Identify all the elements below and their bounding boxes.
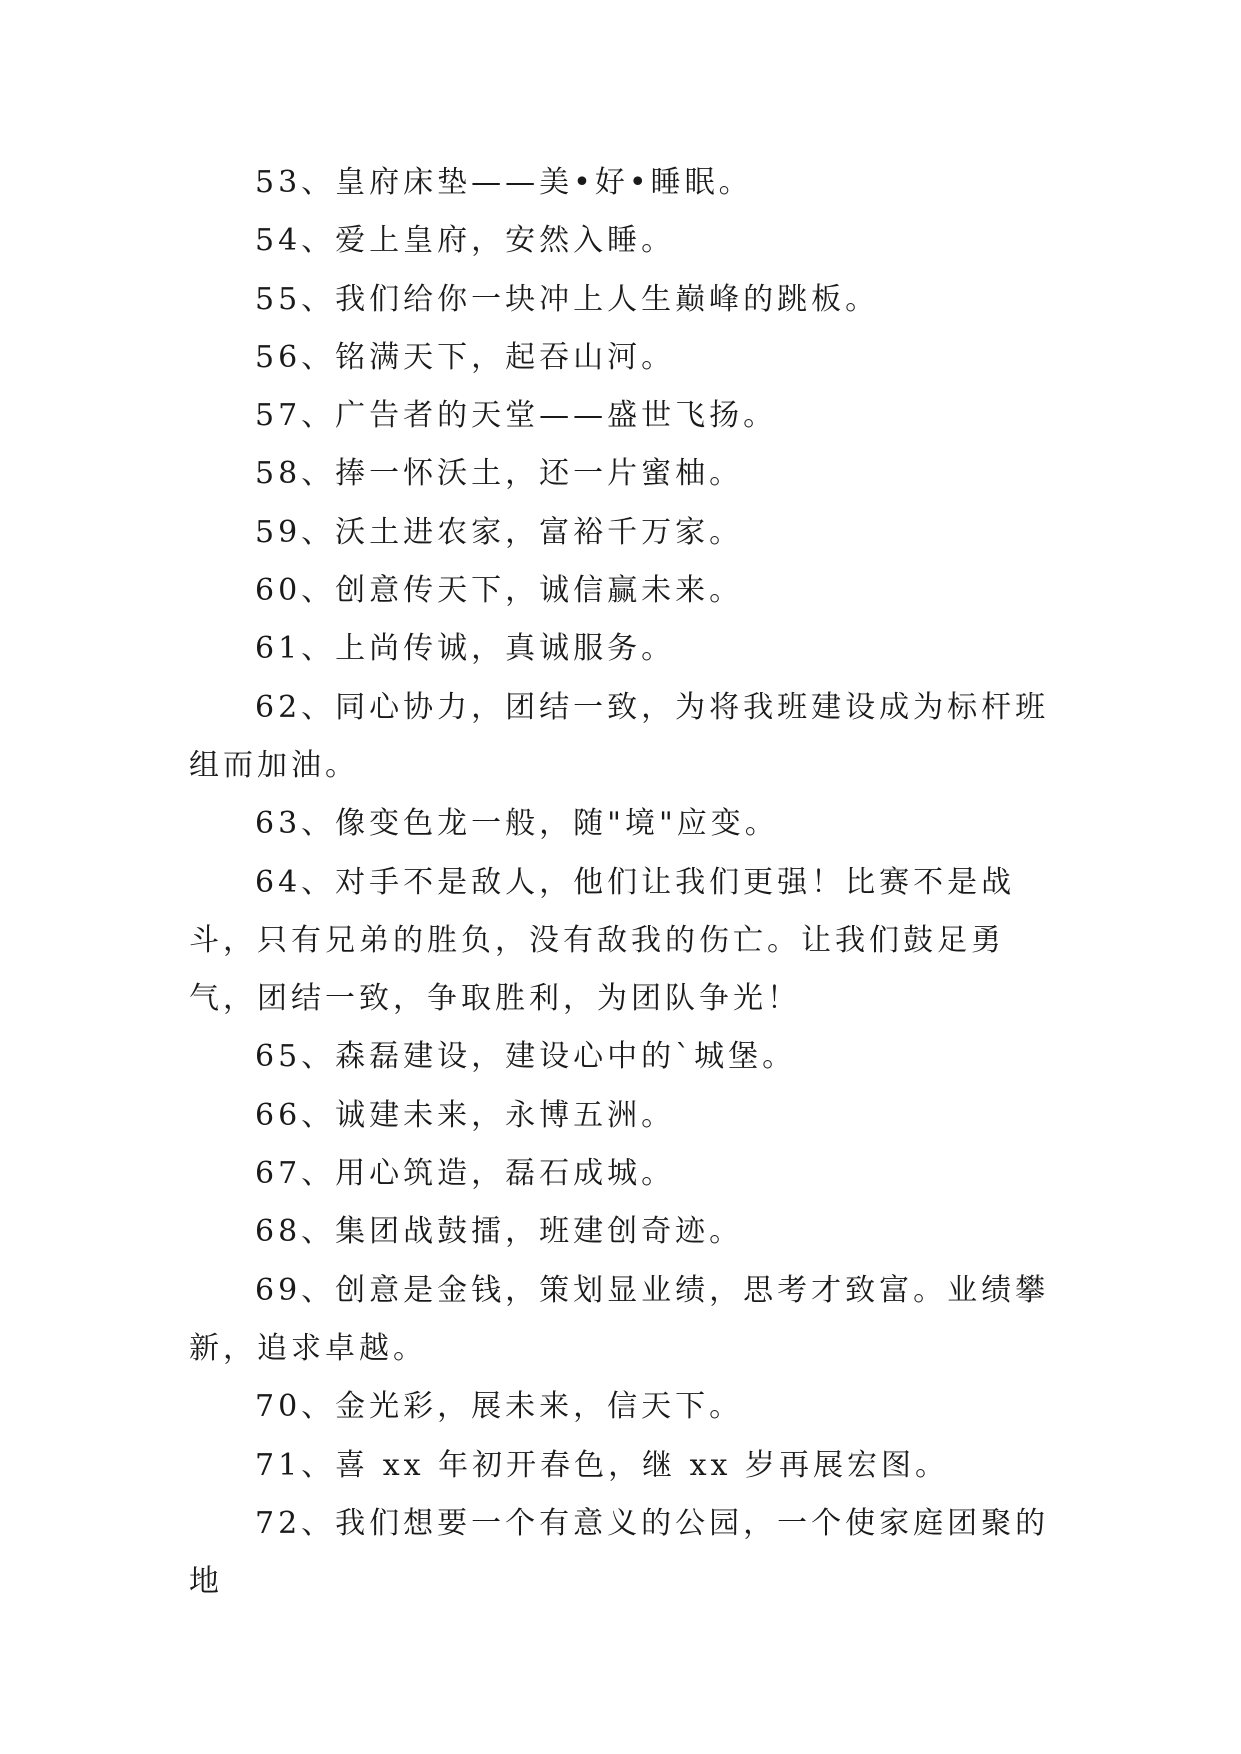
slogan-60: 60、创意传天下，诚信赢未来。 — [255, 573, 744, 609]
slogan-65: 65、森磊建设，建设心中的`城堡。 — [255, 1039, 797, 1075]
slogan-68: 68、集团战鼓擂，班建创奇迹。 — [255, 1214, 744, 1250]
slogan-62: 62、同心协力，团结一致，为将我班建设成为标杆班组而加油。 — [189, 689, 1050, 783]
slogan-67: 67、用心筑造，磊石成城。 — [255, 1156, 676, 1192]
slogan-71: 71、喜 xx 年初开春色，继 xx 岁再展宏图。 — [255, 1447, 949, 1483]
slogan-57: 57、广告者的天堂——盛世飞扬。 — [255, 398, 778, 434]
slogan-69: 69、创意是金钱，策划显业绩，思考才致富。业绩攀新，追求卓越。 — [189, 1272, 1050, 1366]
slogan-66: 66、诚建未来，永博五洲。 — [255, 1097, 676, 1133]
slogan-64: 64、对手不是敌人，他们让我们更强！比赛不是战斗，只有兄弟的胜负，没有敌我的伤亡。让我们鼓足勇气，团结一致，争取胜利，为团队争光！ — [189, 864, 1016, 1017]
slogan-56: 56、铭满天下，起吞山河。 — [255, 339, 676, 375]
slogan-54: 54、爱上皇府，安然入睡。 — [255, 223, 676, 259]
slogan-58: 58、捧一怀沃土，还一片蜜柚。 — [255, 456, 744, 492]
slogan-55: 55、我们给你一块冲上人生巅峰的跳板。 — [255, 281, 880, 317]
document-body — [189, 154, 1059, 1611]
slogan-70: 70、金光彩，展未来，信天下。 — [255, 1389, 744, 1425]
slogan-72: 72、我们想要一个有意义的公园，一个使家庭团聚的地 — [189, 1505, 1050, 1600]
slogan-61: 61、上尚传诚，真诚服务。 — [255, 631, 676, 667]
slogan-53: 53、皇府床垫——美•好•睡眠。 — [255, 165, 753, 200]
slogan-63: 63、像变色龙一般，随"境"应变。 — [255, 806, 779, 842]
slogan-59: 59、沃土进农家，富裕千万家。 — [255, 514, 744, 550]
